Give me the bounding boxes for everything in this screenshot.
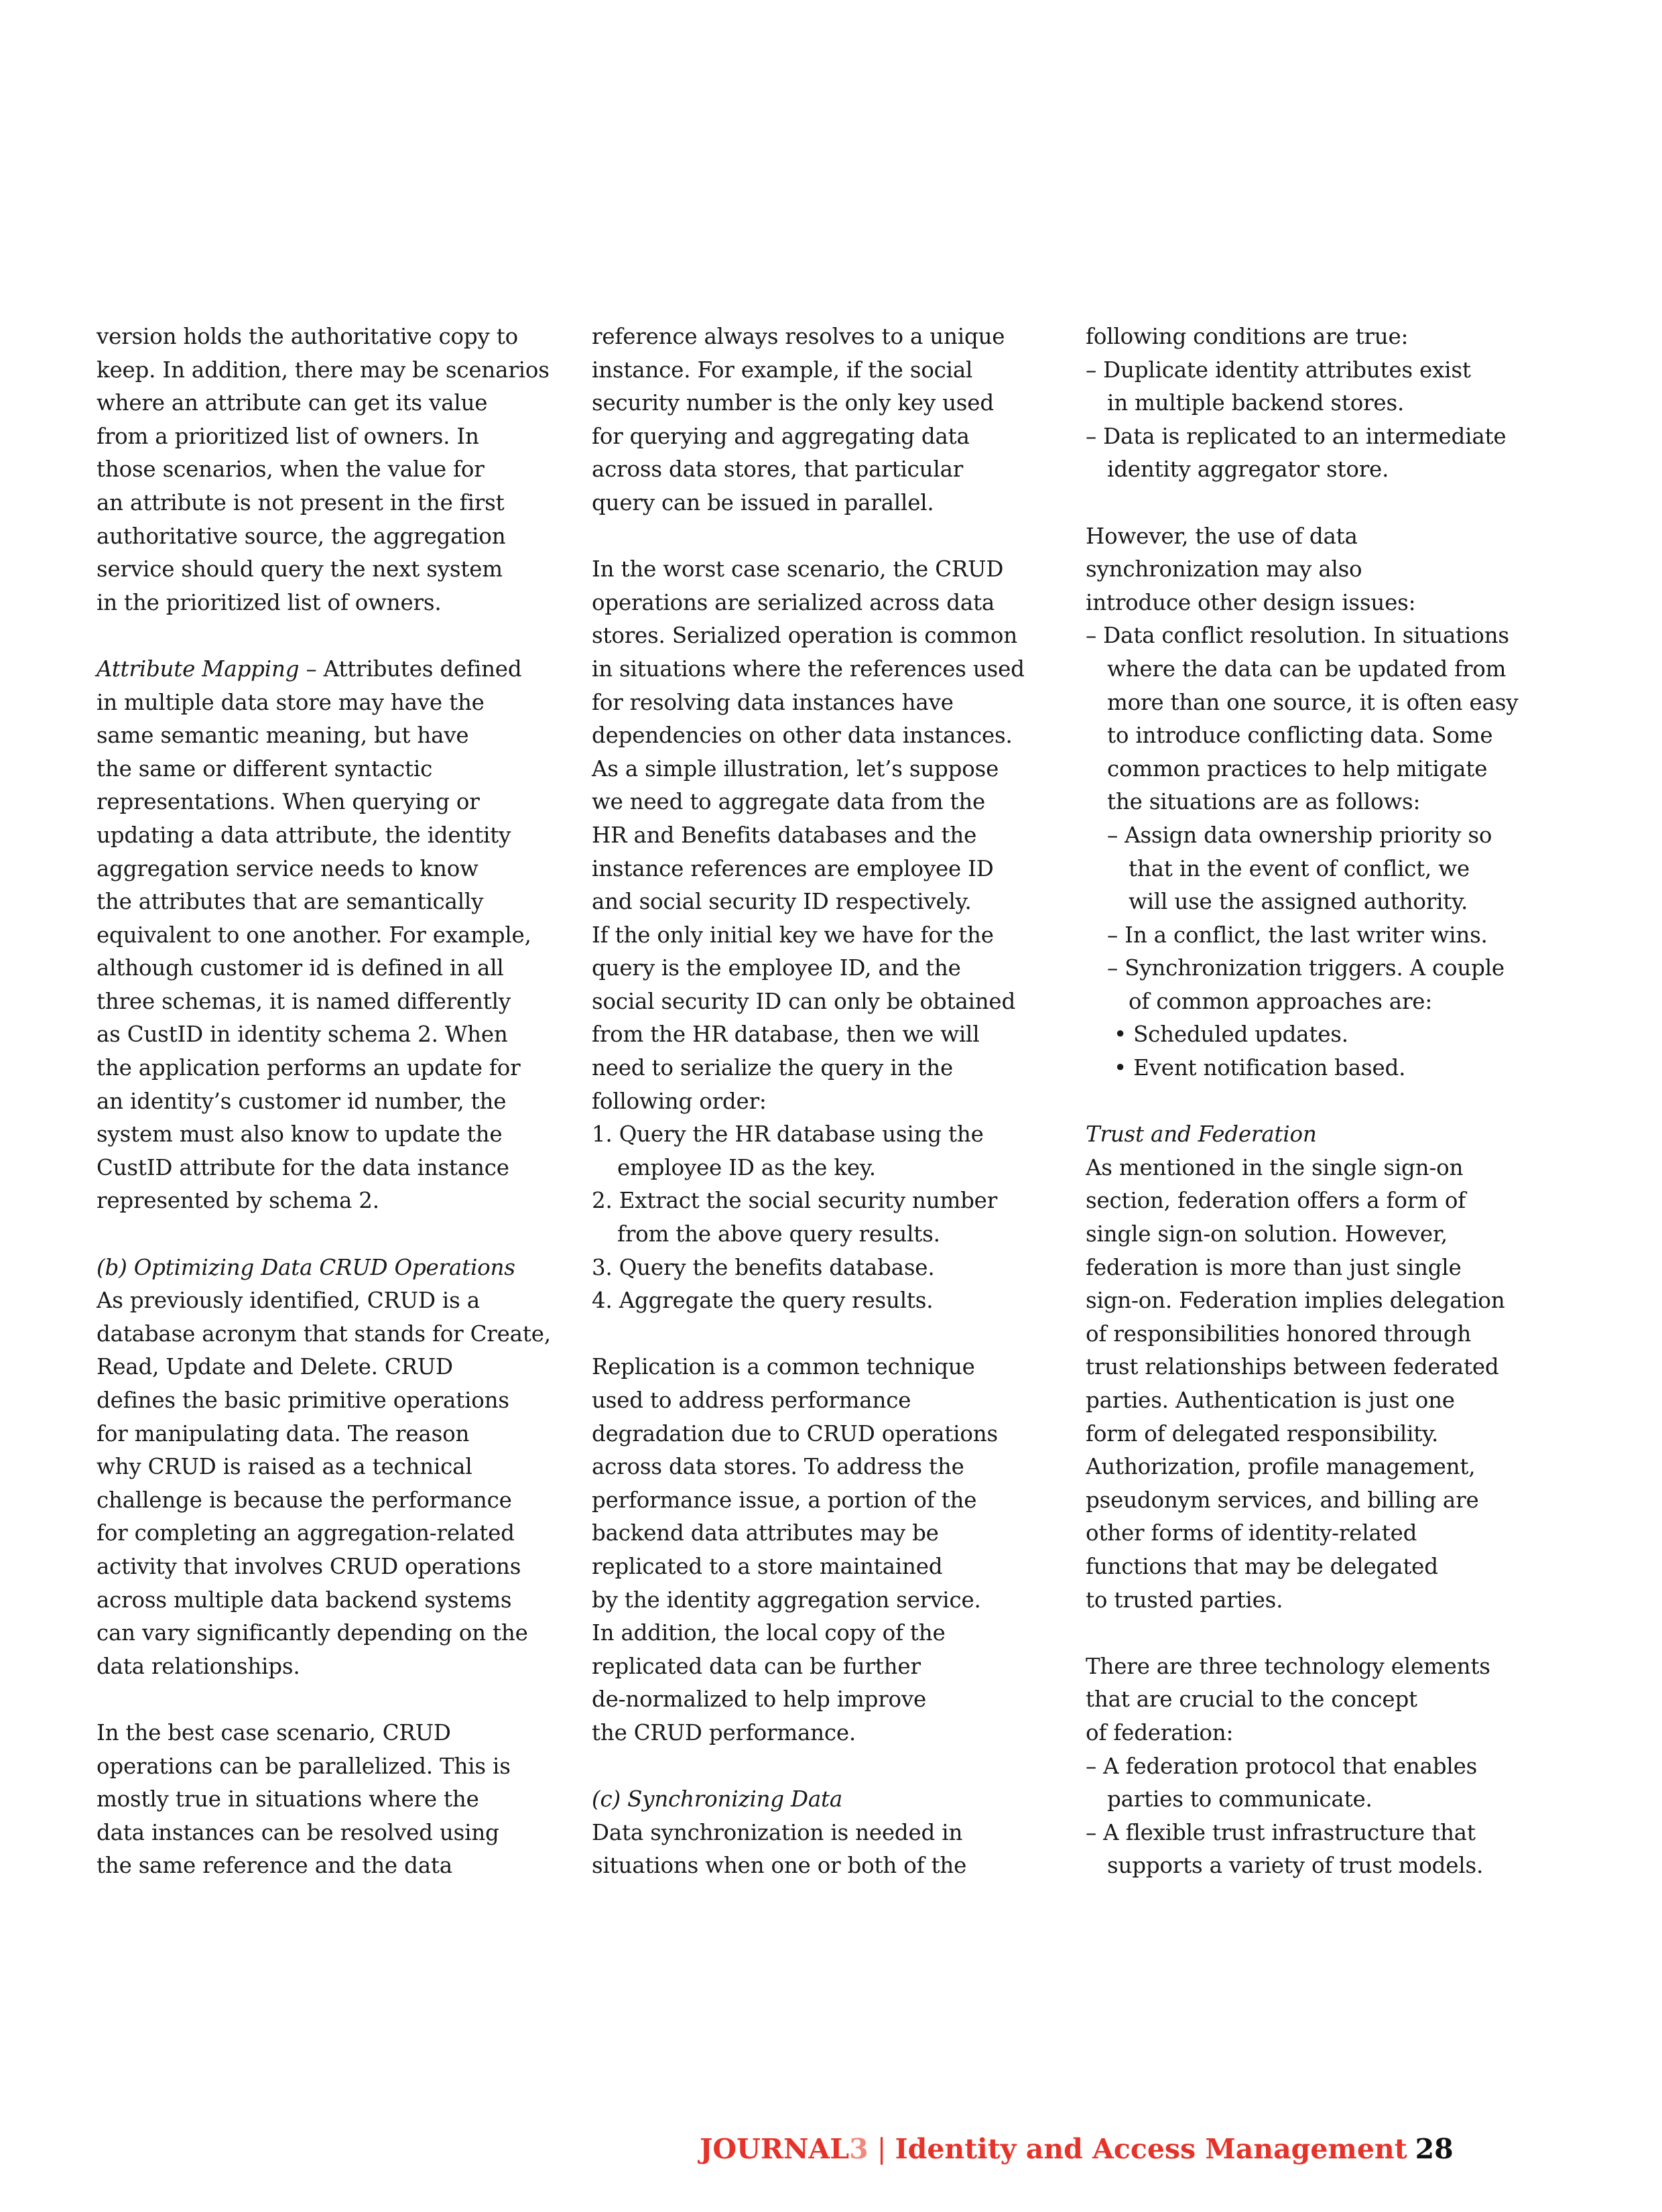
list-item: – Duplicate identity attributes exist in multiple backend stores.	[1086, 357, 1471, 416]
paragraph: version holds the authoritative copy to keep. In addition, there may be scenarios where an attribute can get its value from a prioritized list of owners. In those scenarios, when the value for an attribute is not present in the first authoritative source, the aggregation service should query the next system in the prioritized list of owners.	[97, 324, 550, 615]
paragraph: following conditions are true:	[1086, 324, 1409, 349]
paragraph: As mentioned in the single sign-on section, federation offers a form of single sign-on solution. However, federation is more than just single sign-on. Federation implies delegation of responsibilities honored through trust relationships between federated parties. Authentication is just one form of delegated responsibility. Authorization, profile management, pseudonym services, and billing are other forms of identity-related functions that may be delegated to trusted parties.	[1086, 1154, 1505, 1613]
journal-issue: 3	[849, 2133, 869, 2165]
section-heading-trust-federation: Trust and Federation	[1086, 1121, 1317, 1148]
column-3	[1086, 320, 1568, 1883]
list-item: – Data conflict resolution. In situations where the data can be updated from more than one source, it is often easy to introduce conflicting data. Some common practices to help mitigate the situations are as follows:	[1086, 623, 1519, 815]
sub-list-item: – Assign data ownership priority so that in the event of conflict, we will use the assigned authority.	[1107, 822, 1492, 915]
journal-name: JOURNAL	[700, 2133, 850, 2165]
page-footer	[700, 2130, 1454, 2168]
paragraph: In the worst case scenario, the CRUD operations are serialized across data stores. Serialized operation is common in situations where the references used for resolving data instances have dependencies on other data instances. As a simple illustration, let’s suppose we need to aggregate data from the HR and Benefits databases and the instance references are employee ID and social security ID respectively. If the only initial key we have for the query is the employee ID, and the social security ID can only be obtained from the HR database, then we will need to serialize the query in the following order:	[592, 556, 1025, 1114]
column-1	[97, 320, 566, 1883]
sub-list-item: – In a conflict, the last writer wins.	[1107, 922, 1488, 948]
paragraph-attribute-mapping	[97, 653, 566, 1218]
paragraph: Replication is a common technique used to address performance degradation due to CRUD operations across data stores. To address the performance issue, a portion of the backend data attributes may be replicated to a store maintained by the identity aggregation service. In addition, the local copy of the replicated data can be further de-normalized to help improve the CRUD performance.	[592, 1354, 998, 1745]
paragraph: As previously identified, CRUD is a database acronym that stands for Create, Read, Update and Delete. CRUD defines the basic primitive operations for manipulating data. The reason why CRUD is raised as a technical challenge is because the performance for completing an aggregation-related activity that involves CRUD operations across multiple data backend systems can vary significantly depending on the data relationships.	[97, 1288, 551, 1679]
footer-separator: |	[868, 2133, 895, 2165]
column-2	[592, 320, 1061, 1883]
paragraph: reference always resolves to a unique instance. For example, if the social security number is the only key used for querying and aggregating data across data stores, that particular query can be issued in parallel.	[592, 324, 1005, 515]
list-item: – A flexible trust infrastructure that supports a variety of trust models.	[1086, 1819, 1484, 1879]
page-number: 28	[1415, 2133, 1454, 2165]
list-item: 3. Query the benefits database.	[592, 1254, 935, 1280]
bullet-item: • Scheduled updates.	[1114, 1022, 1348, 1048]
list-item: – Data is replicated to an intermediate identity aggregator store.	[1086, 423, 1507, 483]
paragraph: In the best case scenario, CRUD operations can be parallelized. This is mostly true in situations where the data instances can be resolved using the same reference and the data	[97, 1719, 511, 1879]
section-heading-b: (b) Optimizing Data CRUD Operations	[97, 1254, 515, 1280]
paragraph: However, the use of data synchronization may also introduce other design issues:	[1086, 523, 1416, 615]
sub-list-item: – Synchronization triggers. A couple of common approaches are:	[1107, 955, 1505, 1014]
list-item: 4. Aggregate the query results.	[592, 1288, 934, 1314]
paragraph: There are three technology elements that are crucial to the concept of federation:	[1086, 1653, 1490, 1745]
paragraph-text: – Attributes defined in multiple data store may have the same semantic meaning, but have the same or different syntactic representations. When querying or updating a data attribute, the identity aggregation service needs to know the attributes that are semantically equivalent to one another. For example, although customer id is defined in all three schemas, it is named differently as CustID in identity schema 2. When the application performs an update for an identity’s customer id number, the system must also know to update the CustID attribute for the data instance represented by schema 2.	[97, 656, 531, 1214]
bullet-item: • Event notification based.	[1114, 1055, 1406, 1081]
journal-title: Identity and Access Management	[895, 2133, 1407, 2165]
paragraph: Data synchronization is needed in situations when one or both of the	[592, 1819, 967, 1879]
list-item: 2. Extract the social security number from the above query results.	[592, 1188, 998, 1247]
list-item: – A federation protocol that enables parties to communicate.	[1086, 1753, 1478, 1812]
section-heading-c: (c) Synchronizing Data	[592, 1786, 843, 1812]
list-item: 1. Query the HR database using the employee ID as the key.	[592, 1121, 984, 1180]
inline-heading-attribute-mapping: Attribute Mapping	[97, 656, 300, 682]
